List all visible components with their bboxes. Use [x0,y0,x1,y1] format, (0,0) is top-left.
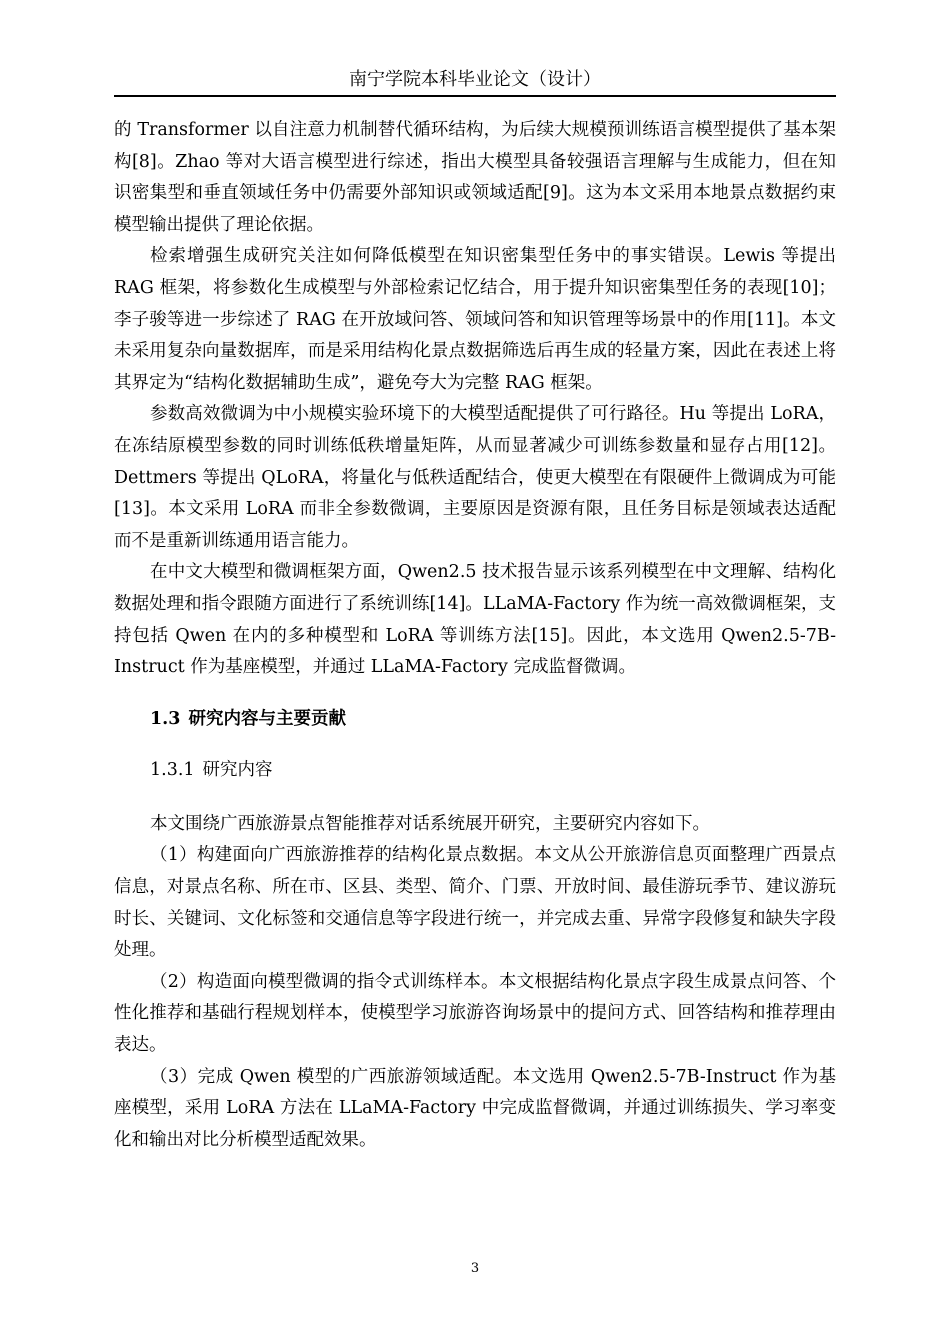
section-heading [150,704,836,736]
section-number: 1.3 [150,708,181,729]
paragraph-1: 的 Transformer 以自注意力机制替代循环结构，为后续大规模预训练语言模型提供了基本架构[8]。Zhao 等对大语言模型进行综述，指出大模型具备较强语言理解与生成能力，但在知识密集型和垂直领域任务中仍需要外部知识或领域适配[9]。这为本文采用本地景点数据约束模型输出提供了理论依据。 [114,120,836,235]
paragraph-6: （1）构建面向广西旅游推荐的结构化景点数据。本文从公开旅游信息页面整理广西景点信息，对景点名称、所在市、区县、类型、简介、门票、开放时间、最佳游玩季节、建议游玩时长、关键词、文化标签和交通信息等字段进行统一，并完成去重、异常字段修复和缺失字段处理。 [114,845,836,961]
page-body [114,115,836,1156]
paragraph-4: 在中文大模型和微调框架方面，Qwen2.5 技术报告显示该系列模型在中文理解、结构化数据处理和指令跟随方面进行了系统训练[14]。LLaMA-Factory 作为统一高效微调框架，支持包括 Qwen 在内的多种模型和 LoRA 等训练方法[15]。因此，本文选用 Qwen2.5-7B-Instruct 作为基座模型，并通过 LLaMA-Factory 完成监督微调。 [114,562,836,678]
page-header: 南宁学院本科毕业论文（设计） [349,69,601,90]
paragraph-5: 本文围绕广西旅游景点智能推荐对话系统展开研究，主要研究内容如下。 [150,813,710,834]
paragraph-8: （3）完成 Qwen 模型的广西旅游领域适配。本文选用 Qwen2.5-7B-Instruct 作为基座模型，采用 LoRA 方法在 LLaMA-Factory 中完成监督微调，并通过训练损失、学习率变化和输出对比分析模型适配效果。 [114,1066,836,1150]
subsection-number: 1.3.1 [150,760,195,781]
page-number: 3 [470,1261,480,1276]
paragraph-3: 参数高效微调为中小规模实验环境下的大模型适配提供了可行路径。Hu 等提出 LoRA，在冻结原模型参数的同时训练低秩增量矩阵，从而显著减少可训练参数量和显存占用[12]。Dettmers 等提出 QLoRA，将量化与低秩适配结合，使更大模型在有限硬件上微调成为可能[13]。本文采用 LoRA 而非全参数微调，主要原因是资源有限，且任务目标是领域表达适配而不是重新训练通用语言能力。 [114,404,836,551]
subsection-heading [150,755,836,787]
subsection-title: 研究内容 [202,760,273,781]
paragraph-2: 检索增强生成研究关注如何降低模型在知识密集型任务中的事实错误。Lewis 等提出 RAG 框架，将参数化生成模型与外部检索记忆结合，用于提升知识密集型任务的表现[10]；李子骏等进一步综述了 RAG 在开放域问答、领域问答和知识管理等场景中的作用[11]。本文未采用复杂向量数据库，而是采用结构化景点数据筛选后再生成的轻量方案，因此在表述上将其界定为“结构化数据辅助生成”，避免夸大为完整 RAG 框架。 [114,246,836,393]
header-rule [114,95,836,97]
heading-spacer [114,787,836,809]
paragraph-7: （2）构造面向模型微调的指令式训练样本。本文根据结构化景点字段生成景点问答、个性化推荐和基础行程规划样本，使模型学习旅游咨询场景中的提问方式、回答结构和推荐理由表达。 [114,971,836,1056]
section-title: 研究内容与主要贡献 [188,708,346,729]
